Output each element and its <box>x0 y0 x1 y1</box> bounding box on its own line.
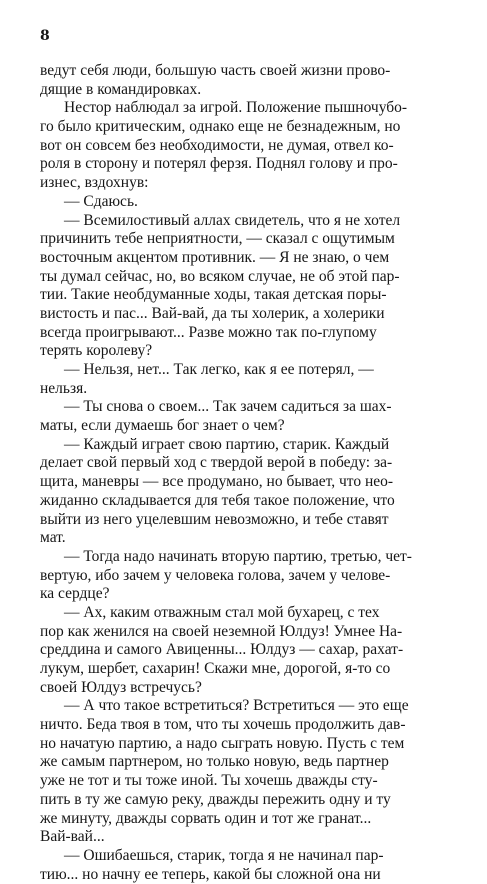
text-line: го было критическим, однако еще не безнадежным, но <box>40 118 401 136</box>
text-line: но начатую партию, а надо сыграть новую. Пусть с тем <box>40 734 405 752</box>
text-line: вот он совсем без необходимости, не думая, отвел ко- <box>40 136 394 154</box>
text-line: всегда проигрывают... Разве можно так по-глупому <box>40 323 377 341</box>
text-line: восточным акцентом противник. — Я не знаю, о чем <box>40 248 390 266</box>
text-line: — Ошибаешься, старик, тогда я не начинал пар- <box>64 846 384 864</box>
text-line: дящие в командировках. <box>40 80 202 98</box>
text-line: — Ты снова о своем... Так зачем садиться за шах- <box>64 398 392 416</box>
text-line: щита, маневры — все продумано, но бывает, что нео- <box>40 473 394 491</box>
text-line: — Ах, каким отважным стал мой бухарец, с тех <box>64 603 380 621</box>
text-line: жиданно складывается для тебя такое положение, что <box>40 491 395 509</box>
text-line: ничто. Беда твоя в том, что ты хочешь продолжить дав- <box>40 716 406 734</box>
text-line: выйти из него уцелевшим невозможно, и тебе ставят <box>40 510 389 528</box>
text-line: среддина и самого Авиценны... Юлдуз — сахар, рахат- <box>40 641 404 659</box>
text-line: ты думал сейчас, но, во всяком случае, не об этой пар- <box>40 267 400 285</box>
text-line: изнес, вздохнув: <box>40 174 149 192</box>
text-line: ка сердце? <box>40 585 110 603</box>
text-line: Нестор наблюдал за игрой. Положение пышночубо- <box>64 99 408 117</box>
text-line: маты, если думаешь бог знает о чем? <box>40 417 285 435</box>
text-line: — Нельзя, нет... Так легко, как я ее потерял, — <box>64 361 374 378</box>
text-line: делает свой первый ход с твердой верой в победу: за- <box>40 454 393 472</box>
text-line: же самым партнером, но только новую, ведь партнер <box>40 753 389 771</box>
text-line: тии. Такие необдуманные ходы, такая детская поры- <box>40 286 387 304</box>
text-line: — А что такое встретиться? Встретиться — это еще <box>64 697 409 715</box>
text-line: — Всемилостивый аллах свидетель, что я не хотел <box>64 211 401 229</box>
page-number: 8 <box>40 28 50 44</box>
text-line: вертую, ибо зачем у человека голова, зачем у челове- <box>40 566 391 584</box>
text-line: тию... но начну ее теперь, какой бы сложной она ни <box>40 865 381 883</box>
text-line: пор как женился на своей неземной Юлдуз! Умнее На- <box>40 622 403 640</box>
text-line: пить в ту же самую реку, дважды пережить одну и ту <box>40 790 391 808</box>
text-line: Вай-вай... <box>40 828 105 846</box>
text-line: роля в сторону и потерял ферзя. Поднял голову и про- <box>40 155 398 173</box>
text-line: вистость и пас... Вай-вай, да ты холерик, а холерики <box>40 304 385 322</box>
text-line: лукум, шербет, сахарин! Скажи мне, дорогой, я-то со <box>40 660 391 677</box>
text-line: — Каждый играет свою партию, старик. Каждый <box>64 435 390 453</box>
text-line: ведут себя люди, большую часть своей жизни прово- <box>40 62 391 79</box>
text-line: — Тогда надо начинать вторую партию, третью, чет- <box>64 547 412 565</box>
text-line: нельзя. <box>40 379 88 397</box>
text-line: мат. <box>40 529 66 547</box>
text-line: причинить тебе неприятности, — сказал с ощутимым <box>40 230 395 248</box>
text-line: терять королеву? <box>40 342 153 360</box>
text-line: уже не тот и ты тоже иной. Ты хочешь дважды сту- <box>40 772 378 790</box>
text-line: же минуту, дважды сорвать один и тот же гранат... <box>40 809 372 827</box>
body-text <box>40 62 450 884</box>
text-line: своей Юлдуз встречусь? <box>40 678 202 696</box>
text-line: — Сдаюсь. <box>64 192 138 210</box>
